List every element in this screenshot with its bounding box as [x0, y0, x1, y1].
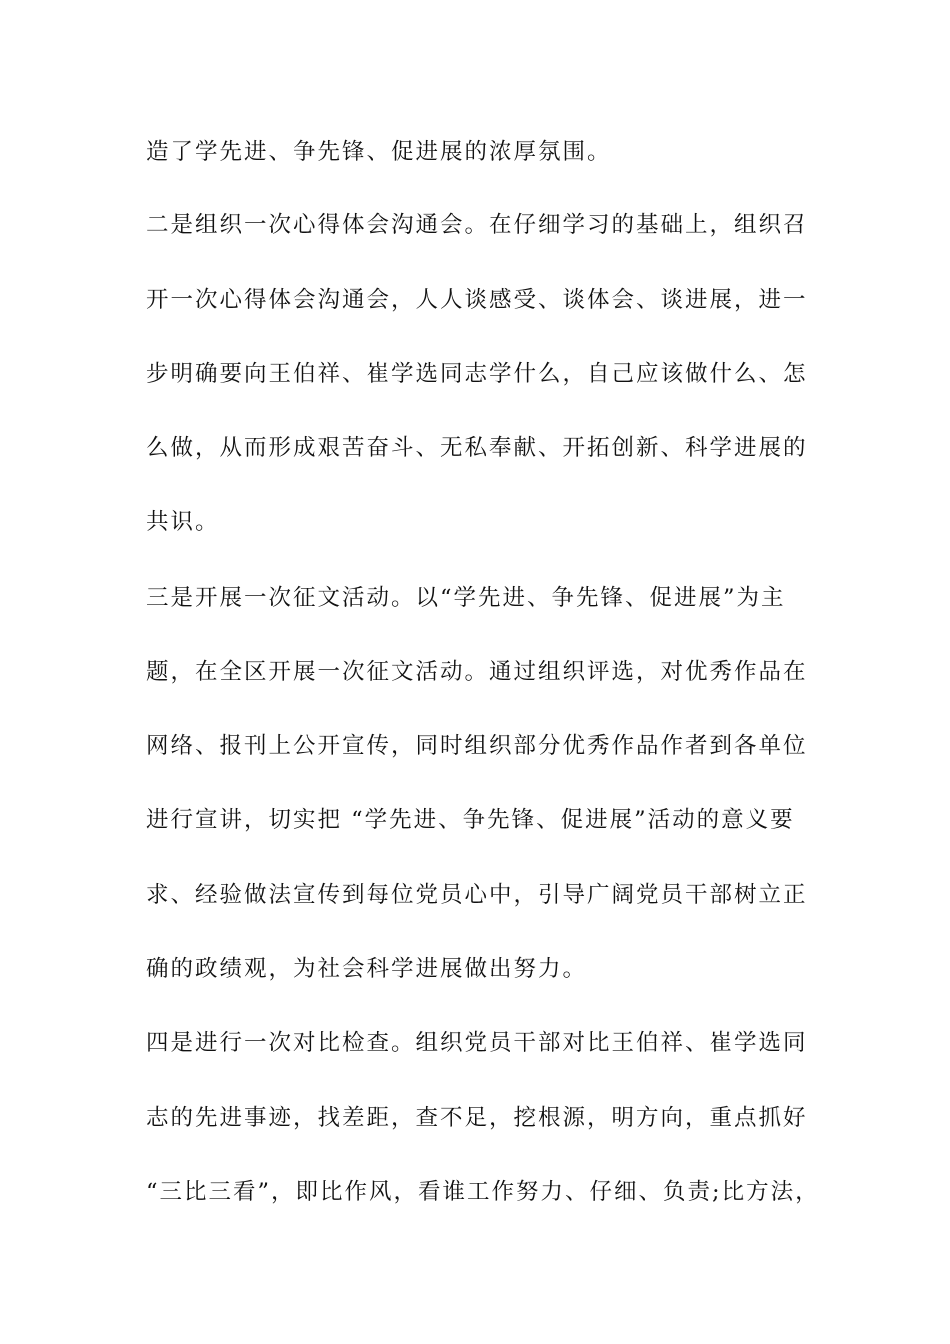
text-line-10: 进行宣讲，切实把 “学先进、争先锋、促进展”活动的意义要: [146, 807, 795, 833]
text-line-3: 开一次心得体会沟通会，人人谈感受、谈体会、谈进展，进一: [146, 287, 808, 313]
text-line-15: “三比三看”，即比作风，看谁工作努力、仔细、负责;比方法，: [146, 1179, 820, 1205]
text-line-2: 二是组织一次心得体会沟通会。在仔细学习的基础上，组织召: [146, 212, 808, 238]
text-line-9: 网络、报刊上公开宣传，同时组织部分优秀作品作者到各单位: [146, 733, 808, 759]
text-line-4: 步明确要向王伯祥、崔学选同志学什么，自己应该做什么、怎: [146, 361, 808, 387]
text-line-8: 题，在全区开展一次征文活动。通过组织评选，对优秀作品在: [146, 659, 808, 685]
text-line-12: 确的政绩观，为社会科学进展做出努力。: [146, 956, 588, 982]
text-line-6: 共识。: [146, 509, 220, 535]
text-line-14: 志的先进事迹，找差距，查不足，挖根源，明方向，重点抓好: [146, 1105, 808, 1131]
text-line-1: 造了学先进、争先锋、促进展的浓厚氛围。: [146, 139, 612, 165]
text-line-11: 求、经验做法宣传到每位党员心中，引导广阔党员干部树立正: [146, 882, 808, 908]
text-line-7: 三是开展一次征文活动。以“学先进、争先锋、促进展”为主: [146, 585, 786, 611]
text-line-13: 四是进行一次对比检查。组织党员干部对比王伯祥、崔学选同: [146, 1030, 808, 1056]
text-line-5: 么做，从而形成艰苦奋斗、无私奉献、开拓创新、科学进展的: [146, 435, 808, 461]
